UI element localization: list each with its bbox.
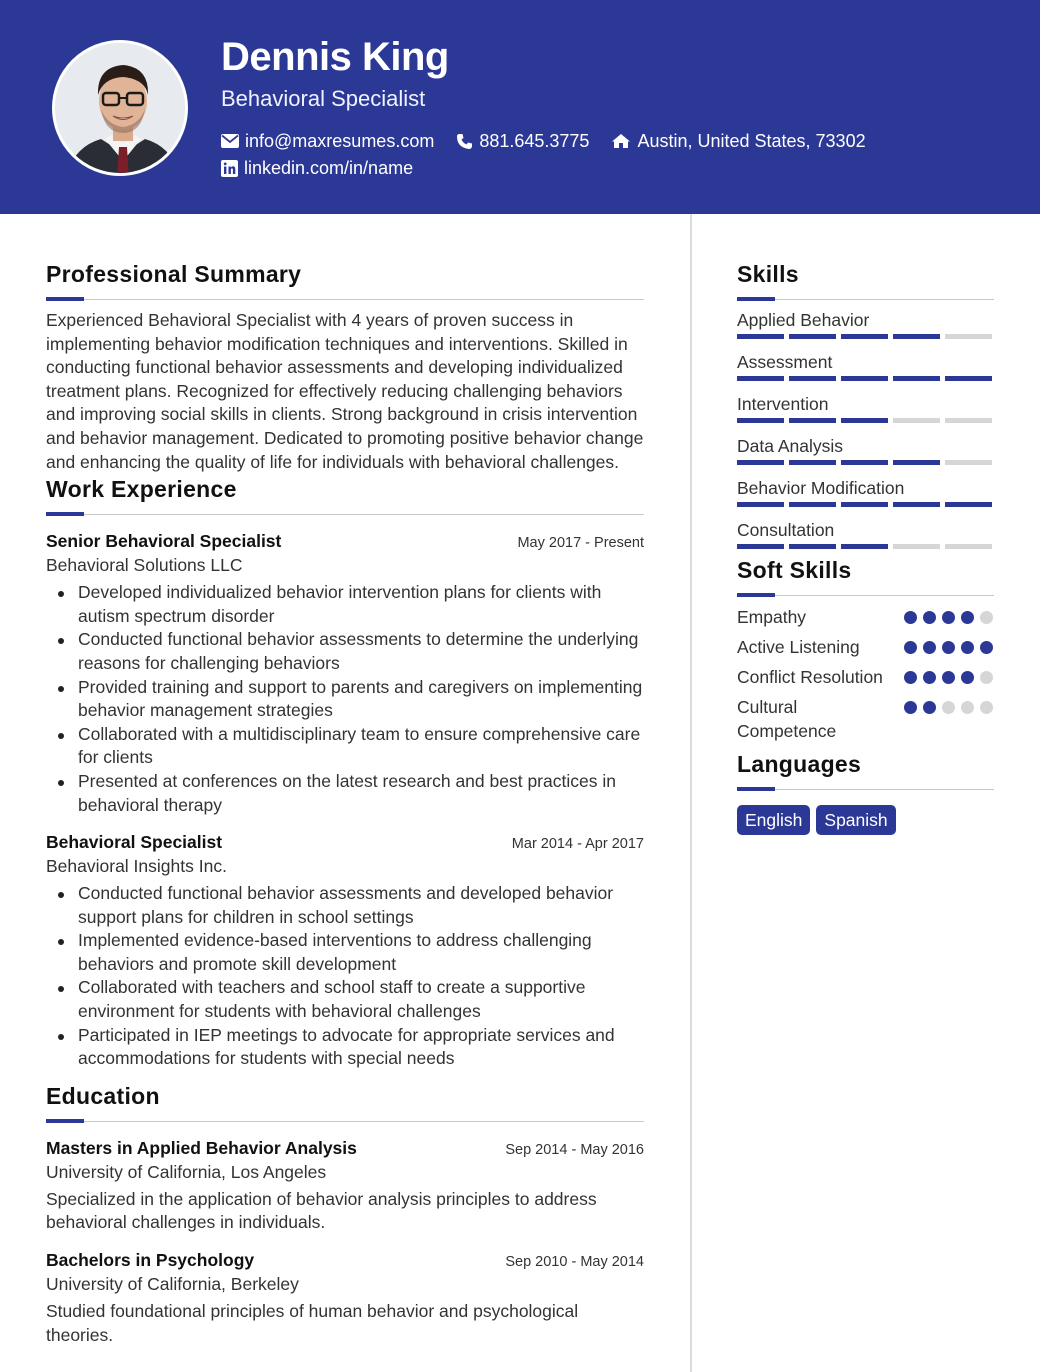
- rating-dot-filled: [904, 611, 917, 624]
- main-column: [46, 214, 644, 1361]
- envelope-icon: [221, 134, 239, 148]
- skill-segment-filled: [945, 502, 992, 507]
- education-description: Studied foundational principles of human behavior and psychological theories.: [46, 1301, 579, 1345]
- skill-name: Behavior Modification: [737, 478, 905, 498]
- skill-segment-filled: [893, 334, 940, 339]
- rating-dot-filled: [980, 641, 993, 654]
- skill-segment-filled: [841, 334, 888, 339]
- skill-item: [737, 519, 994, 549]
- rating-dot-filled: [961, 641, 974, 654]
- skill-segment-empty: [945, 544, 992, 549]
- job-company: Behavioral Solutions LLC: [46, 555, 243, 576]
- rating-dot-empty: [980, 611, 993, 624]
- education-dates: Sep 2010 - May 2014: [505, 1254, 644, 1271]
- skill-segment-empty: [945, 334, 992, 339]
- degree: Bachelors in Psychology: [46, 1250, 255, 1271]
- bullet-item: Participated in IEP meetings to advocate for appropriate services and accommodations for students with special needs: [46, 1024, 644, 1071]
- skill-name: Consultation: [737, 520, 835, 540]
- job-entry: [46, 831, 644, 1071]
- side-column: [737, 214, 994, 835]
- soft-skill-name: Active Listening: [737, 637, 860, 657]
- contact-location: [611, 130, 865, 152]
- skill-segment-filled: [841, 418, 888, 423]
- degree: Masters in Applied Behavior Analysis: [46, 1137, 357, 1158]
- experience-section: [46, 474, 644, 1071]
- candidate-title: Behavioral Specialist: [221, 86, 426, 111]
- skill-segment-empty: [945, 418, 992, 423]
- soft-skills-section: [737, 555, 994, 743]
- skill-level-bar: [737, 460, 994, 465]
- rating-dot-filled: [904, 641, 917, 654]
- skill-list: [737, 309, 994, 549]
- skill-segment-filled: [737, 418, 784, 423]
- rating-dot-empty: [942, 701, 955, 714]
- skill-segment-filled: [789, 334, 836, 339]
- skill-segment-empty: [945, 460, 992, 465]
- summary-heading: Professional Summary: [46, 261, 302, 287]
- job-bullets: [46, 882, 644, 1071]
- skill-level-bar: [737, 502, 994, 507]
- linkedin-text: linkedin.com/in/name: [244, 158, 414, 178]
- bullet-item: Developed individualized behavior intervention plans for clients with autism spectrum disorder: [46, 581, 644, 628]
- soft-skill-rating: [904, 665, 994, 689]
- education-dates: Sep 2014 - May 2016: [505, 1141, 644, 1158]
- section-rule: [46, 1119, 644, 1123]
- job-dates: Mar 2014 - Apr 2017: [511, 836, 644, 853]
- skill-item: [737, 393, 994, 423]
- skill-segment-filled: [789, 544, 836, 549]
- skill-item: [737, 477, 994, 507]
- rating-dot-filled: [942, 671, 955, 684]
- summary-text: Experienced Behavioral Specialist with 4 years of proven success in implementing behavior modification techniques and interventions. Skilled in conducting functional behavior assessments and developing individualized treatment plans. Recognized for effectively reducing challenging behaviors and improving social skills in clients. Strong background in crisis intervention and behavior management. Dedicated to promoting positive behavior change and enhancing the quality of life for individuals with behavioral challenges.: [46, 310, 644, 472]
- soft-skill-rating: [904, 695, 994, 743]
- languages-heading: Languages: [737, 751, 862, 777]
- bullet-item: Collaborated with teachers and school staff to create a supportive environment for students with behavioral challenges: [46, 976, 644, 1023]
- soft-skill-rating: [904, 605, 994, 629]
- skill-segment-filled: [893, 502, 940, 507]
- rating-dot-filled: [923, 641, 936, 654]
- rating-dot-filled: [904, 701, 917, 714]
- phone-text: 881.645.3775: [479, 131, 590, 151]
- skill-level-bar: [737, 418, 994, 423]
- education-header: [46, 1137, 644, 1160]
- rating-dot-filled: [961, 671, 974, 684]
- skill-segment-filled: [737, 460, 784, 465]
- bullet-item: Conducted functional behavior assessments to determine the underlying reasons for challenging behaviors: [46, 628, 644, 675]
- soft-skill-name: Empathy: [737, 607, 807, 627]
- skill-segment-filled: [789, 460, 836, 465]
- skill-segment-filled: [737, 502, 784, 507]
- skill-level-bar: [737, 376, 994, 381]
- rating-dot-empty: [980, 671, 993, 684]
- job-title: Senior Behavioral Specialist: [46, 531, 282, 552]
- skill-segment-filled: [737, 376, 784, 381]
- rating-dot-filled: [923, 701, 936, 714]
- soft-skill-list: [737, 605, 994, 743]
- email-text: info@maxresumes.com: [245, 131, 435, 151]
- contact-linkedin[interactable]: [221, 157, 413, 179]
- skill-segment-filled: [893, 376, 940, 381]
- soft-skill-name: Cultural Competence: [737, 697, 837, 741]
- rating-dot-filled: [942, 611, 955, 624]
- skills-section: [737, 259, 994, 549]
- section-rule: [46, 297, 644, 301]
- skill-segment-filled: [841, 544, 888, 549]
- skill-name: Data Analysis: [737, 436, 844, 456]
- soft-skill-item: [737, 665, 994, 689]
- soft-skills-heading: Soft Skills: [737, 557, 852, 583]
- section-rule: [737, 297, 994, 301]
- skill-name: Intervention: [737, 394, 829, 414]
- bullet-item: Conducted functional behavior assessments and developed behavior support plans for children in school settings: [46, 882, 644, 929]
- home-icon: [611, 133, 631, 149]
- candidate-name: Dennis King: [221, 35, 449, 79]
- skill-level-bar: [737, 544, 994, 549]
- soft-skill-rating: [904, 635, 994, 659]
- skill-segment-filled: [737, 544, 784, 549]
- education-list: [46, 1137, 644, 1347]
- skill-segment-filled: [737, 334, 784, 339]
- profile-photo: [52, 40, 188, 176]
- bullet-item: Implemented evidence-based interventions to address challenging behaviors and promote skill development: [46, 929, 644, 976]
- section-rule: [46, 512, 644, 516]
- contact-row: [221, 130, 888, 152]
- skill-segment-filled: [841, 460, 888, 465]
- column-divider: [690, 214, 692, 1372]
- skill-item: [737, 351, 994, 381]
- skill-segment-filled: [841, 376, 888, 381]
- soft-skill-item: [737, 695, 994, 743]
- bullet-item: Provided training and support to parents and caregivers on implementing behavior management strategies: [46, 676, 644, 723]
- school: University of California, Los Angeles: [46, 1161, 327, 1182]
- summary-section: [46, 259, 644, 474]
- job-title: Behavioral Specialist: [46, 832, 223, 853]
- education-section: [46, 1081, 644, 1347]
- contact-email[interactable]: [221, 130, 434, 152]
- rating-dot-filled: [961, 611, 974, 624]
- languages-section: [737, 749, 994, 835]
- section-rule: [737, 787, 994, 791]
- section-rule: [737, 593, 994, 597]
- education-header: [46, 1249, 644, 1272]
- skill-segment-filled: [789, 418, 836, 423]
- skill-segment-empty: [893, 418, 940, 423]
- rating-dot-filled: [923, 611, 936, 624]
- soft-skill-item: [737, 635, 994, 659]
- education-entry: [46, 1137, 644, 1235]
- education-heading: Education: [46, 1082, 160, 1109]
- location-text: Austin, United States, 73302: [637, 131, 866, 151]
- bullet-item: Collaborated with a multidisciplinary team to ensure comprehensive care for clients: [46, 723, 644, 770]
- language-badge: English: [737, 805, 810, 835]
- phone-icon: [456, 133, 473, 150]
- skill-item: [737, 309, 994, 339]
- experience-heading: Work Experience: [46, 476, 237, 503]
- job-header: [46, 530, 644, 553]
- rating-dot-filled: [904, 671, 917, 684]
- skill-level-bar: [737, 334, 994, 339]
- contact-row-2: [221, 157, 435, 179]
- job-bullets: [46, 581, 644, 817]
- rating-dot-empty: [980, 701, 993, 714]
- education-entry: [46, 1249, 644, 1347]
- linkedin-icon: [221, 160, 238, 177]
- bullet-item: Presented at conferences on the latest research and best practices in behavioral therapy: [46, 770, 644, 817]
- soft-skill-item: [737, 605, 994, 629]
- job-list: [46, 530, 644, 1071]
- rating-dot-filled: [942, 641, 955, 654]
- job-company: Behavioral Insights Inc.: [46, 856, 227, 877]
- language-list: [737, 805, 994, 835]
- education-description: Specialized in the application of behavior analysis principles to address behavioral challenges in individuals.: [46, 1188, 597, 1233]
- job-header: [46, 831, 644, 854]
- skill-segment-filled: [789, 376, 836, 381]
- rating-dot-filled: [923, 671, 936, 684]
- job-entry: [46, 530, 644, 817]
- job-dates: May 2017 - Present: [517, 535, 644, 552]
- skill-segment-filled: [945, 376, 992, 381]
- rating-dot-empty: [961, 701, 974, 714]
- soft-skill-name: Conflict Resolution: [737, 667, 883, 687]
- contact-phone[interactable]: [456, 130, 589, 152]
- language-badge: Spanish: [816, 805, 895, 835]
- skill-segment-filled: [841, 502, 888, 507]
- resume-header: [0, 0, 1040, 214]
- skill-segment-filled: [893, 460, 940, 465]
- skills-heading: Skills: [737, 261, 799, 287]
- skill-segment-filled: [789, 502, 836, 507]
- skill-segment-empty: [893, 544, 940, 549]
- skill-item: [737, 435, 994, 465]
- skill-name: Assessment: [737, 352, 833, 372]
- school: University of California, Berkeley: [46, 1274, 299, 1295]
- skill-name: Applied Behavior: [737, 310, 870, 330]
